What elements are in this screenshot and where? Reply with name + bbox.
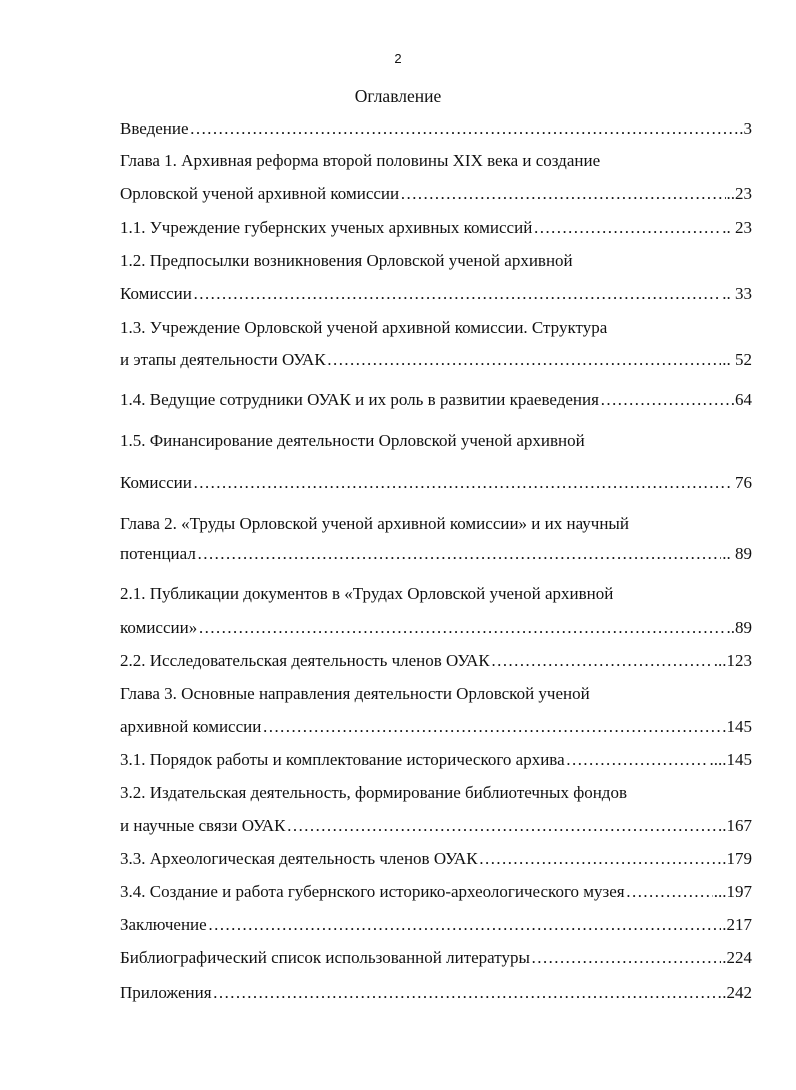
toc-entry-text: 1.2. Предпосылки возникновения Орловской ученой архивной [120,251,573,270]
toc-entry [120,431,585,451]
toc-entry-text: и научные связи ОУАК [120,816,286,835]
toc-entry-text: Библиографический список использованной литературы [120,948,530,967]
toc-entry-page: .3 [739,119,752,138]
toc-entry-text: и этапы деятельности ОУАК [120,350,326,369]
toc-entry-page: .145 [722,717,752,736]
toc-leader-dots [193,473,726,493]
toc-entry [120,251,573,271]
toc-entry-page: ..89 [726,618,752,637]
toc-leader-dots [533,218,721,238]
toc-entry [120,948,752,968]
toc-leader-dots [327,350,722,370]
toc-entry [120,651,752,671]
toc-entry [120,473,752,493]
toc-entry [120,284,752,304]
toc-leader-dots [198,618,725,638]
toc-leader-dots [491,651,713,671]
toc-entry-text: Глава 3. Основные направления деятельности Орловской ученой [120,684,590,703]
toc-leader-dots [193,284,721,304]
toc-entry-page: .. 52 [722,350,752,369]
toc-entry [120,717,752,737]
toc-entry [120,184,752,204]
toc-leader-dots [197,544,721,564]
toc-entry-text: потенциал [120,544,196,563]
toc-entry-page: ...123 [713,651,752,670]
toc-entry-page: .. 33 [722,284,752,303]
toc-entry [120,915,752,935]
toc-entry [120,318,607,338]
toc-entry-text: Комиссии [120,473,192,492]
toc-entry-page: ..167 [718,816,752,835]
toc-entry [120,218,752,238]
toc-entry [120,882,752,902]
toc-entry-page: .242 [722,983,752,1002]
toc-entry [120,783,627,803]
toc-leader-dots [190,119,739,139]
toc-entry-text: 2.1. Публикации документов в «Трудах Орловской ученой архивной [120,584,614,603]
toc-entry [120,750,752,770]
toc-entry [120,544,752,564]
toc-entry-text: архивной комиссии [120,717,262,736]
toc-entry-text: Орловской ученой архивной комиссии [120,184,400,203]
toc-entry-page: . 76 [726,473,752,492]
toc-entry-text: Комиссии [120,284,192,303]
toc-entry [120,618,752,638]
toc-entry-text: Введение [120,119,189,138]
toc-entry [120,849,752,869]
toc-entry [120,350,752,370]
toc-leader-dots [262,717,721,737]
toc-entry-text: 3.1. Порядок работы и комплектование исторического архива [120,750,565,769]
toc-entry-text: 1.4. Ведущие сотрудники ОУАК и их роль в развитии краеведения [120,390,599,409]
toc-entry [120,119,752,139]
toc-leader-dots [531,948,721,968]
toc-entry-page: .179 [722,849,752,868]
toc-entry-text: Приложения [120,983,212,1002]
toc-entry-text: 1.1. Учреждение губернских ученых архивных комиссий [120,218,533,237]
toc-entry-page: .64 [730,390,752,409]
toc-entry-page: ..23 [726,184,752,203]
toc-entry-text: 3.2. Издательская деятельность, формирование библиотечных фондов [120,783,627,802]
toc-entry-page: .217 [722,915,752,934]
toc-entry-text: Глава 1. Архивная реформа второй половины XIX века и создание [120,151,601,170]
toc-entry-text: 1.5. Финансирование деятельности Орловской ученой архивной [120,431,585,450]
toc-leader-dots [400,184,725,204]
toc-leader-dots [208,915,722,935]
toc-leader-dots [600,390,730,410]
toc-entry-text: 2.2. Исследовательская деятельность членов ОУАК [120,651,490,670]
toc-leader-dots [479,849,722,869]
toc-title: Оглавление [354,86,442,106]
toc-entry-text: 1.3. Учреждение Орловской ученой архивной комиссии. Структура [120,318,608,337]
page-number: 2 [394,51,402,66]
toc-leader-dots [626,882,713,902]
toc-entry-page: .224 [722,948,752,967]
toc-entry-text: 3.3. Археологическая деятельность членов ОУАК [120,849,478,868]
toc-entry [120,983,752,1003]
toc-entry-page: ...197 [713,882,752,901]
toc-entry [120,514,629,534]
toc-entry [120,584,613,604]
toc-entry [120,151,600,171]
toc-entry-text: Глава 2. «Труды Орловской ученой архивной комиссии» и их научный [120,514,629,533]
toc-entry-page: ....145 [709,750,752,769]
toc-entry [120,684,590,704]
toc-leader-dots [213,983,722,1003]
toc-entry [120,390,752,410]
toc-entry-text: комиссии» [120,618,198,637]
toc-entry-text: 3.4. Создание и работа губернского историко-археологического музея [120,882,625,901]
toc-entry-page: .. 23 [722,218,752,237]
toc-leader-dots [566,750,709,770]
toc-entry-text: Заключение [120,915,207,934]
toc-entry-page: .. 89 [722,544,752,563]
toc-entry [120,816,752,836]
toc-leader-dots [286,816,717,836]
